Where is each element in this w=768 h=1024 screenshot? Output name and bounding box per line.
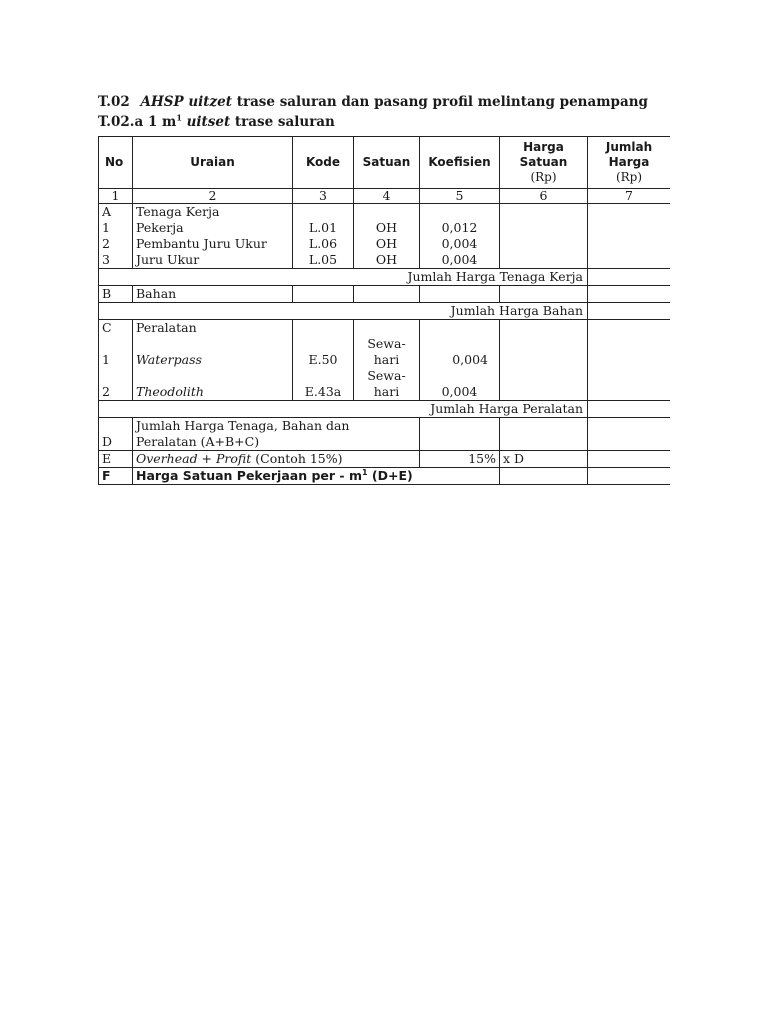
section-f-harga-satuan — [500, 468, 588, 485]
section-d-letter-cell: D — [99, 418, 133, 451]
section-f-row — [99, 468, 671, 485]
section-d-koefisien — [420, 418, 500, 451]
section-b-harga-satuan — [500, 286, 588, 303]
section-c-numbers: C 1 2 — [99, 320, 133, 401]
section-a-numbers: A 1 2 3 — [99, 204, 133, 269]
section-b-koefisien — [420, 286, 500, 303]
section-b-letter: B — [99, 286, 133, 303]
section-a-kode: L.01 L.06 L.05 — [293, 204, 354, 269]
title-italic: AHSP uitzet — [140, 94, 233, 110]
header-harga-satuan: Harga Satuan (Rp) — [500, 137, 588, 189]
header-koefisien: Koefisien — [420, 137, 500, 189]
header-no: No — [99, 137, 133, 189]
document-title — [98, 92, 670, 112]
section-c-koefisien: 0,004 0,004 — [420, 320, 500, 401]
section-a-harga-satuan — [500, 204, 588, 269]
section-d-harga-satuan — [500, 418, 588, 451]
section-e-letter: E — [99, 451, 133, 468]
section-a-block — [99, 204, 671, 269]
ahsp-table — [98, 136, 670, 485]
section-e-harga-satuan: x D — [500, 451, 588, 468]
title-number: T.02 — [98, 94, 130, 110]
section-a-sum-label: Jumlah Harga Tenaga Kerja — [99, 269, 588, 286]
subtitle-pre: .a 1 m — [129, 114, 177, 130]
subtitle-superscript: 1 — [176, 112, 182, 123]
section-e-koefisien: 15% — [420, 451, 500, 468]
section-d-row — [99, 418, 671, 451]
subtitle-number: T.02 — [98, 114, 130, 130]
section-b-jumlah-harga — [588, 286, 671, 303]
section-d-jumlah-harga — [588, 418, 671, 451]
document — [98, 92, 670, 485]
section-e-row — [99, 451, 671, 468]
section-a-satuan: OH OH OH — [354, 204, 420, 269]
section-a-sum-row — [99, 269, 671, 286]
section-b-sum-label: Jumlah Harga Bahan — [99, 303, 588, 320]
section-e-jumlah-harga — [588, 451, 671, 468]
section-f-label: Harga Satuan Pekerjaan per - $m^1$ (D+E) — [133, 468, 500, 485]
section-a-koefisien: 0,012 0,004 0,004 — [420, 204, 500, 269]
column-number: 3 — [293, 189, 354, 204]
section-c-block — [99, 320, 671, 401]
section-e-label: Overhead + Profit (Contoh 15%) — [133, 451, 420, 468]
header-satuan: Satuan — [354, 137, 420, 189]
column-number-row — [99, 189, 671, 204]
section-c-sum-value — [588, 401, 671, 418]
section-c-sum-label: Jumlah Harga Peralatan — [99, 401, 588, 418]
section-c-jumlah-harga — [588, 320, 671, 401]
section-c-kode: E.50 E.43a — [293, 320, 354, 401]
section-b-row — [99, 286, 671, 303]
section-b-sum-value — [588, 303, 671, 320]
header-uraian: Uraian — [133, 137, 293, 189]
section-b-title: Bahan — [133, 286, 293, 303]
section-f-letter: F — [99, 468, 133, 485]
section-a-sum-value — [588, 269, 671, 286]
section-b-kode — [293, 286, 354, 303]
section-c-satuan: Sewa- hari Sewa- hari — [354, 320, 420, 401]
column-number: 7 — [588, 189, 671, 204]
section-d-label: Jumlah Harga Tenaga, Bahan dan Peralatan (A+B+C) — [133, 418, 420, 451]
column-number: 1 — [99, 189, 133, 204]
column-number: 2 — [133, 189, 293, 204]
section-c-sum-row — [99, 401, 671, 418]
section-b-sum-row — [99, 303, 671, 320]
section-c-uraian: Peralatan Waterpass Theodolith — [133, 320, 293, 401]
section-a-jumlah-harga — [588, 204, 671, 269]
section-a-uraian: Tenaga Kerja Pekerja Pembantu Juru Ukur Juru Ukur — [133, 204, 293, 269]
document-subtitle — [98, 112, 670, 132]
section-b-satuan — [354, 286, 420, 303]
header-jumlah-harga: Jumlah Harga (Rp) — [588, 137, 671, 189]
column-number: 6 — [500, 189, 588, 204]
header-kode: Kode — [293, 137, 354, 189]
subtitle-rest: trase saluran — [230, 114, 335, 130]
section-f-jumlah-harga — [588, 468, 671, 485]
subtitle-italic: uitset — [181, 114, 231, 130]
column-number: 5 — [420, 189, 500, 204]
column-number: 4 — [354, 189, 420, 204]
table-header-row — [99, 137, 671, 189]
section-c-harga-satuan — [500, 320, 588, 401]
title-rest: trase saluran dan pasang profil melintang penampang — [232, 94, 648, 110]
